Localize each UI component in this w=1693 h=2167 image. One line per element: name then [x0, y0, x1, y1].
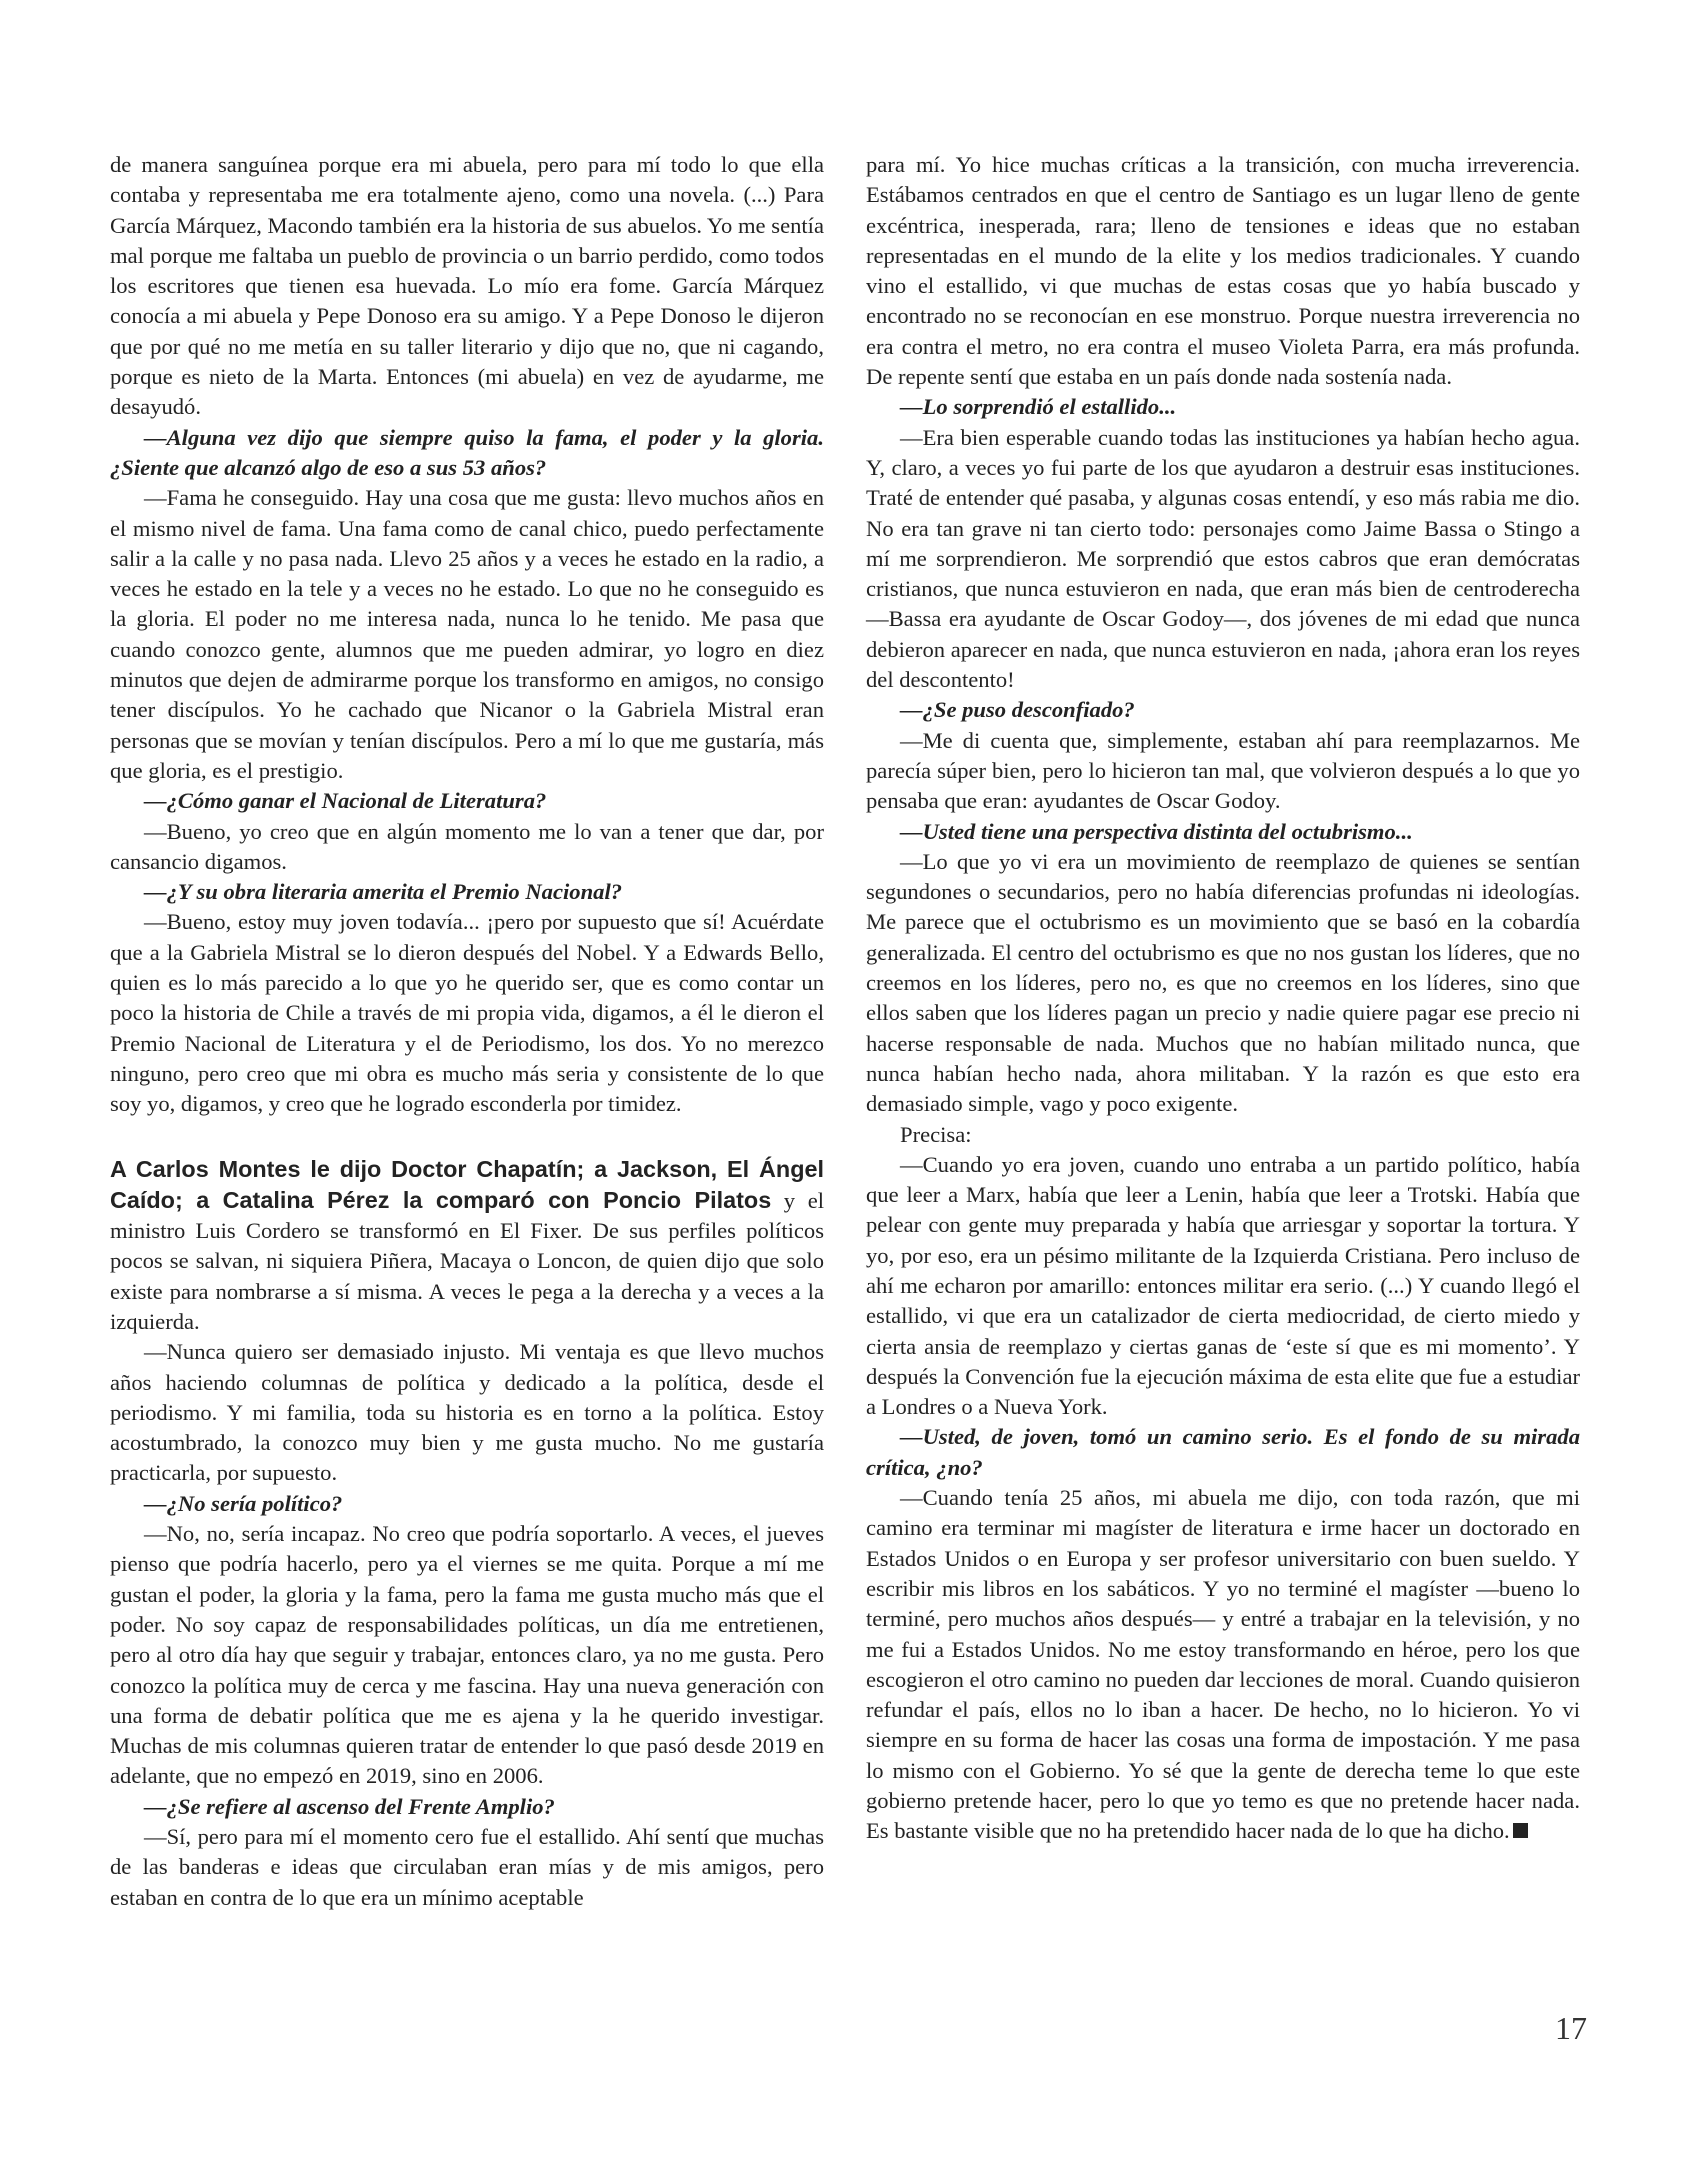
section-lead-text: y el ministro Luis Cordero se transformó en El Fixer. De sus perfiles políticos pocos se salvan, ni siquiera Piñera, Macaya o Loncon, de quien dijo que solo existe para nombrarse a sí misma. A veces le pega a la derecha y a veces a la izquierda. [110, 1187, 824, 1334]
end-of-article-mark [1513, 1823, 1528, 1838]
answer-camino-text: —Cuando tenía 25 años, mi abuela me dijo, con toda razón, que mi camino era terminar mi magíster de literatura e irme hacer un doctorado en Estados Unidos o en Europa y ser profesor universitario con buen sueldo. Y escribir mis libros en los sabáticos. Y yo no terminé el magíster —bueno lo terminé, pero muchos años después— y entré a trabajar en la televisión, y no me fui a Estados Unidos. No me estoy transformando en héroe, pero los que escogieron el otro camino no pueden dar lecciones de moral. Cuando quisieron refundar el país, ellos no lo iban a hacer. De hecho, no lo hicieron. Yo vi siempre en su forma de hacer las cosas una forma de impostación. Y me pasa lo mismo con el Gobierno. Yo sé que la gente de derecha teme lo que este gobierno pretende hacer, pero lo que yo temo es que no pretende hacer nada. Es bastante visible que no ha pretendido hacer nada de lo que ha dicho. [866, 1485, 1580, 1844]
question-frente-amplio: —¿Se refiere al ascenso del Frente Amplio? [144, 1793, 555, 1819]
question-politico: —¿No sería político? [144, 1490, 343, 1516]
question-desconfiado: —¿Se puso desconfiado? [900, 697, 1135, 723]
question-nacional: —¿Cómo ganar el Nacional de Literatura? [144, 788, 547, 814]
answer-nacional: —Bueno, yo creo que en algún momento me lo van a tener que dar, por cansancio digamos. [110, 818, 824, 874]
answer-politico: —No, no, sería incapaz. No creo que podría soportarlo. A veces, el jueves pienso que podría hacerlo, pero ya el viernes se me quita. Porque a mí me gustan el poder, la gloria y la fama, pero la fama me gusta mucho más que el poder. No soy capaz de responsabilidades políticas, un día me entretienen, pero al otro día hay que seguir y trabajar, entonces claro, ya no me gusta. Pero conozco la política muy de cerca y me fascina. Hay una nueva generación con una forma de debatir política que me es ajena y la he querido investigar. Muchas de mis columnas quieren tratar de entender lo que pasó desde 2019 en adelante, que no empezó en 2019, sino en 2006. [110, 1521, 824, 1789]
right-column [866, 150, 1580, 1847]
answer-camino [866, 1483, 1580, 1847]
question-fama: —Alguna vez dijo que siempre quiso la fama, el poder y la gloria. ¿Siente que alcanzó algo de eso a sus 53 años? [110, 424, 824, 480]
paragraph-continuation: de manera sanguínea porque era mi abuela, pero para mí todo lo que ella contaba y representaba me era totalmente ajeno, como una novela. (...) Para García Márquez, Macondo también era la historia de sus abuelos. Yo me sentía mal porque me faltaba un pueblo de provincia o un barrio perdido, como todos los escritores que tienen esa huevada. Lo mío era fome. García Márquez conocía a mi abuela y Pepe Donoso era su amigo. Y a Pepe Donoso le dijeron que por qué no me metía en su taller literario y dijo que no, que ni cagando, porque es nieto de la Marta. Entonces (mi abuela) en vez de ayudarme, me desayudó. [110, 152, 824, 420]
question-sorprendio: —Lo sorprendió el estallido... [900, 394, 1177, 420]
question-perspectiva: —Usted tiene una perspectiva distinta del octubrismo... [900, 818, 1413, 844]
answer-desconfiado: —Me di cuenta que, simplemente, estaban ahí para reemplazarnos. Me parecía súper bien, pero lo hicieron tan mal, que volvieron después a lo que yo pensaba que eran: ayudantes de Oscar Godoy. [866, 727, 1580, 814]
page-number: 17 [1555, 2010, 1587, 2046]
answer-fama: —Fama he conseguido. Hay una cosa que me gusta: llevo muchos años en el mismo nivel de fama. Una fama como de canal chico, puedo perfectamente salir a la calle y no pasa nada. Llevo 25 años y a veces he estado en la radio, a veces he estado en la tele y a veces no he estado. Lo que no he conseguido es la gloria. El poder no me interesa nada, nunca lo he tenido. Me pasa que cuando conozco gente, alumnos que me pueden admirar, yo logro en diez minutos que dejen de admirarme porque los transformo en amigos, no consigo tener discípulos. Yo he cachado que Nicanor o la Gabriela Mistral eran personas que se movían y tenían discípulos. Pero a mí lo que me gustaría, más que gloria, es el prestigio. [110, 485, 824, 783]
paragraph-continuation-right: para mí. Yo hice muchas críticas a la transición, con mucha irreverencia. Estábamos centrados en que el centro de Santiago es un lugar lleno de gente excéntrica, inesperada, rara; lleno de tensiones e ideas que no estaban representadas en el mundo de la elite y los medios tradicionales. Y cuando vino el estallido, vi que muchas de estas cosas que yo había buscado y encontrado no se reconocían en ese monstruo. Porque nuestra irreverencia no era contra el metro, no era contra el museo Violeta Parra, era más profunda. De repente sentí que estaba en un país donde nada sostenía nada. [866, 152, 1580, 390]
answer-injusto: —Nunca quiero ser demasiado injusto. Mi ventaja es que llevo muchos años haciendo columnas de política y dedicado a la política, desde el periodismo. Y mi familia, toda su historia es en torno a la política. Estoy acostumbrado, la conozco muy bien y me gusta mucho. No me gustaría practicarla, por supuesto. [110, 1339, 824, 1486]
left-column [110, 150, 824, 1913]
answer-obra: —Bueno, estoy muy joven todavía... ¡pero por supuesto que sí! Acuérdate que a la Gabriela Mistral se lo dieron después del Nobel. Y a Edwards Bello, quien es lo más parecido a lo que yo he querido ser, que es como contar un poco la historia de Chile a través de mi propia vida, digamos, a él le dieron el Premio Nacional de Literatura y el de Periodismo, los dos. Yo no merezco ninguno, pero creo que mi obra es mucho más seria y consistente de lo que soy yo, digamos, y creo que he logrado esconderla por timidez. [110, 909, 824, 1117]
section-lead-paragraph [110, 1154, 824, 1338]
answer-joven: —Cuando yo era joven, cuando uno entraba a un partido político, había que leer a Marx, había que leer a Lenin, había que leer a Trotski. Había que pelear con gente muy preparada y había que arriesgar y soportar la tortura. Y yo, por eso, era un pésimo militante de la Izquierda Cristiana. Pero incluso de ahí me echaron por amarillo: entonces militar era serio. (...) Y cuando llegó el estallido, vi que era un catalizador de cierta mediocridad, de cierto miedo y cierta ansia de reemplazo y ciertas ganas de ‘este sí que es mi momento’. Y después la Convención fue la ejecución máxima de esta elite que fue a estudiar a Londres o a Nueva York. [866, 1151, 1580, 1420]
question-camino: —Usted, de joven, tomó un camino serio. Es el fondo de su mirada crítica, ¿no? [866, 1424, 1580, 1480]
question-obra: —¿Y su obra literaria amerita el Premio Nacional? [144, 879, 623, 905]
answer-perspectiva: —Lo que yo vi era un movimiento de reemplazo de quienes se sentían segundones o secundarios, pero no había diferencias profundas ni ideologías. Me parece que el octubrismo es un movimiento que se basó en la cobardía generalizada. El centro del octubrismo es que no nos gustan los líderes, que no creemos en los líderes, pero no, es que no creemos en los líderes, sino que ellos saben que los líderes pagan un precio y nadie quiere pagar ese precio ni hacerse responsable de nada. Muchos que no habían militado nunca, que nunca habían hecho nada, ahora militaban. Y la razón es que esto era demasiado simple, vago y poco exigente. [866, 848, 1580, 1117]
answer-frente-amplio: —Sí, pero para mí el momento cero fue el estallido. Ahí sentí que muchas de las banderas e ideas que circulaban eran mías y de mis amigos, pero estaban en contra de lo que era un mínimo aceptable [110, 1824, 824, 1910]
answer-sorprendio: —Era bien esperable cuando todas las instituciones ya habían hecho agua. Y, claro, a veces yo fui parte de los que ayudaron a destruir esas instituciones. Traté de entender qué pasaba, y algunas cosas entendí, y eso más rabia me dio. No era tan grave ni tan cierto todo: personajes como Jaime Bassa o Stingo a mí me sorprendieron. Me sorprendió que estos cabros que eran demócratas cristianos, que nunca estuvieron en nada, que eran más bien de centroderecha —Bassa era ayudante de Oscar Godoy—, dos jóvenes de mi edad que nunca debieron aparecer en nada, que nunca estuvieron en nada, ¡ahora eran los reyes del descontento! [866, 424, 1580, 693]
precisa-line: Precisa: [900, 1121, 972, 1147]
section-lead-bold: A Carlos Montes le dijo Doctor Chapatín; a Jackson, El Ángel Caído; a Catalina Pérez la comparó con Poncio Pilatos [110, 1155, 824, 1213]
